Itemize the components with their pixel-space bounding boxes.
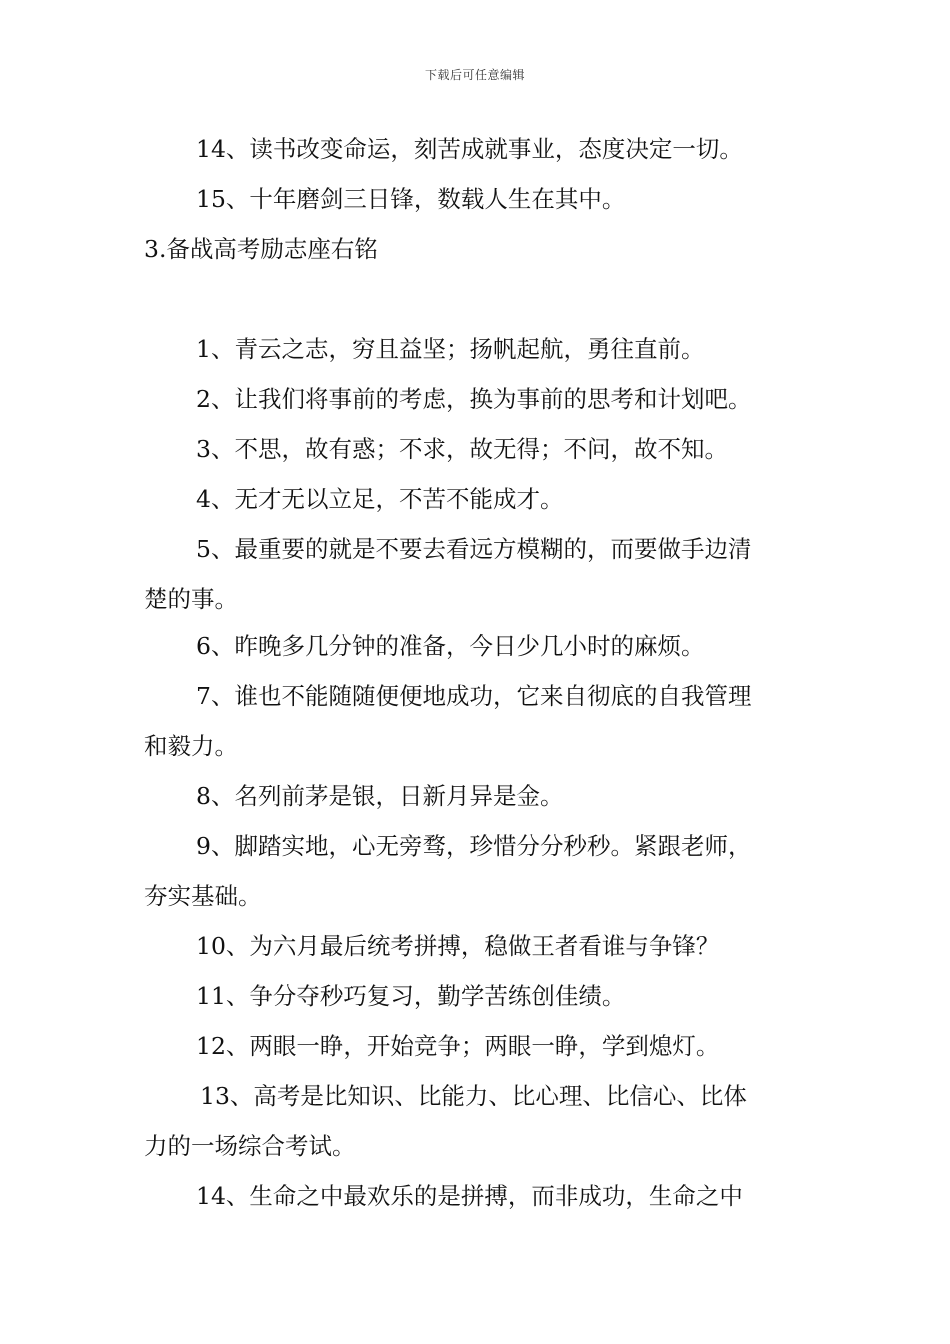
text-line: 14、读书改变命运，刻苦成就事业，态度决定一切。	[196, 135, 743, 163]
text-line: 力的一场综合考试。	[144, 1132, 356, 1160]
text-line: 1、青云之志，穷且益坚；扬帆起航，勇往直前。	[196, 335, 705, 363]
text-line: 10、为六月最后统考拼搏，稳做王者看谁与争锋？	[196, 932, 720, 960]
text-line: 11、争分夺秒巧复习，勤学苦练创佳绩。	[196, 982, 626, 1010]
text-line: 9、脚踏实地，心无旁骛，珍惜分分秒秒。紧跟老师，	[196, 832, 752, 860]
section-heading: 3.备战高考励志座右铭	[144, 235, 378, 263]
text-line: 夯实基础。	[144, 882, 262, 910]
text-line: 2、让我们将事前的考虑，换为事前的思考和计划吧。	[196, 385, 752, 413]
page-header: 下载后可任意编辑	[424, 68, 525, 82]
text-line: 12、两眼一睁，开始竞争；两眼一睁，学到熄灯。	[196, 1032, 720, 1060]
text-line: 5、最重要的就是不要去看远方模糊的，而要做手边清	[196, 535, 752, 563]
text-line: 3、不思，故有惑；不求，故无得；不问，故不知。	[196, 435, 728, 463]
text-line: 4、无才无以立足，不苦不能成才。	[196, 485, 564, 513]
text-line: 14、生命之中最欢乐的是拼搏，而非成功，生命之中	[196, 1182, 743, 1210]
text-line: 13、高考是比知识、比能力、比心理、比信心、比体	[200, 1082, 747, 1110]
text-line: 6、昨晚多几分钟的准备，今日少几小时的麻烦。	[196, 632, 705, 660]
text-line: 8、名列前茅是银，日新月异是金。	[196, 782, 564, 810]
text-line: 和毅力。	[144, 732, 238, 760]
text-line: 7、谁也不能随随便便地成功，它来自彻底的自我管理	[196, 682, 752, 710]
text-line: 15、十年磨剑三日锋，数载人生在其中。	[196, 185, 626, 213]
text-line: 楚的事。	[144, 585, 238, 613]
